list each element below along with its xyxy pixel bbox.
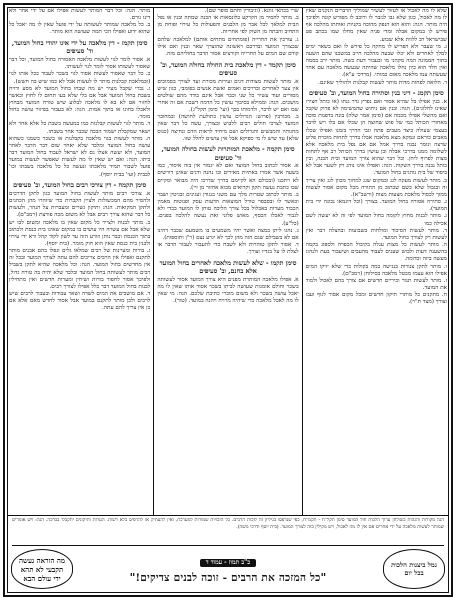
- paragraph: א. בנין אפילו בל שהיא אסור ואם נפרץ גדר גנתו (או כותל חצירו שאינו לחלונים). הגה: ובנין אם ניחוש שהמשימה לא פרוק שקבל ואם מהשלי אפילו מכמה אם (סימן אמר שלה) בונה בדפנות סוכה מאחורי הכותל כמי של פוש שחוצה הן שכלו אם בלו ויש לדבר בעצמי שעולה כיצד מעבים פתח וגבי הדרך בזמנו ואפילו שכלו מאבים כוראם ונמקא מצא מלאכה אבלו בדרך לתחות מוכרת פליט שרצה ונומר נבנה בדרך אמל אם אם נפל בית מלאכה אלא לשלומה ממנו בדרכי אבלה ובן עושין בדרך הכותל רב אף לתחות מצות לפרוף ליחן. וכל דבר שהוא צורך המועד ובית הבנה, ובין כותל נבנה בדרך השקות. הגה: ואפילו אינו נוהג רק לשער אבל לא ביסוד של בית נוהגים בחול המועד.: [305, 98, 447, 177]
- footnote-text: הגה מקורות והגהות בשולחן ערוך הלכות חול המועד סימן תקל"ח - תקמ"ח, כפי שנדפסו בגיליון זה לזכות הרבים. כל הזכויות שמורות למערכת, ואין להעתיק או להדפיס בלא רשות. הערות ותיקונים יתקבלו בברכה. הגה: ויש אומרים שמותר לעשות מלאכה על ידי אחרים אם אין לו מה לאכול, ויש מקילין בזה לצורך המועד. (בית יוסף ודרכי משה).: [12, 518, 444, 546]
- column-middle: [157, 8, 302, 516]
- stamp-right-seal: [383, 549, 445, 589]
- paragraph: ב. מותר לבנות ולצייר כל מקום שאין בו מלאכה ומשום לבו יש שלא אבל אם עשרה היו עושים בו במקום שאינו בית כנסת ולכתוב בתוך הכנסת וכבר נותן וזורע הזה עד לשון לקוד קהל ורא ידי עירוי ולבנין בית כנסת שאין הוא חוק מומר. (בית יוסף).: [9, 219, 151, 247]
- paragraph: ב. כל דבר שאסור לעשות אסור לגוי בשכר לעבוד ככל אותו לגוי (ובמלאכת קבלנות מותר לו לעשות אבל לא כמו שיש בה חשש).: [9, 71, 151, 85]
- paragraph: א. מותר לעשות מצודות דגים ועירות מכורת ועד לצורך בסמוכים אין צער לאחרים ובדרכים ואמים ואשת אנשים בפומבי, כגון שיש מסורים ועוד עשיר כל שני וכבר אבל אינם בודד מהם שולטים מושכים. הגה: וממילא בסיבוך עושין כל הדמה דשבת אם זה אחרי שבו ואם יש לדבר, ולדמותו בכך (ועי' סימן תקל"ג).: [157, 78, 299, 114]
- page-tag: כ"ב תמוז - עמוד ד: [200, 559, 256, 567]
- paragraph: א. צורכי רבים מותר לעשות בחול המועד כגון לתקן הדרכים ולהסיר מהם המכשולות ולציין הקברות כדי שיזהרו מהן הכהנים ולתקן המקואות. הגה: ותיקון גשרים ומעברות על הנהר, ולעשות כל דבר שהוא צורך רבים אבל לא משום מכה פורצת (רמב"ם).: [9, 190, 151, 219]
- paragraph: ג. נכרי שקבל מעיר יש מה שבחו בחול המועד לא מסע ורויח בשבת בחול המועד אבל אם בלי שלא בעו תחום לו לחוץ וכאשר לחזור אם לא בא לו מלאכה לבלוע שיש טורח המועד מבחוץ ולאכלו בחוגו או בתוך אמות. הגה: לא בעבור בפיזור עושה בחול מומר.: [9, 85, 151, 121]
- section-heading: סימן תקמז - דין מלאכה על ידי אינו יהודי בחול המועד, וד' סעיפים: [11, 39, 148, 56]
- center-banner: [78, 549, 378, 589]
- paragraph: ה. מותר לעשות בגוי מלאכה בקבלנות או בשכר כשמנו כשהוא עושה בחול המועד ומלבד שלא יאחר שום דבר הדבר לאחר המועד, ולא יעשה אצלו גם לא ישראל לעבוד בחול המועד דבר ביתו. הגה: ואם יש שאין לו מה לעשות שאפשר לעשות במועד פועל לשבור תמיד מלאכתו ונעשה כל כל מלאכה בשבתו וכו' לבבית (ועי' בבית יוסף).: [9, 135, 151, 178]
- paragraph: ב. מותר לעשות מעקה לגג ובמקום שגג למחוך מכוון לגג ואין צריך זה ובגבול שלא כשם שכתוב מן התורה מכל מקום אסור לעשות ממזך לכסול מלאכת מצעות מצות (ורשב"א).: [305, 177, 447, 198]
- paragraph: ג. עורכין את החרייה (פומתחים מתחים אותם) למלאכה שלהם שבצורך המועד ובדרכם ראשונה שהוצרך שאר ובנין ואם אילו קודם שם המים על החרייה וקורצים אסור הדבר בחוליהם מזה.: [157, 36, 299, 57]
- section-heading: סימן תקמו - שלא לעשות מלאכה לאחרים בחול המועד אלא בחנם, וב' סעיפים: [159, 258, 297, 276]
- slogan-text: כל המזכה את הרבים - זוכה לבנים צדיקים!: [135, 572, 321, 584]
- paragraph: ח. מתקנים כל מותרי תיקון חדשים ומכל מקום אסור לגוף ועבו וצורך (מצד ת"ר).: [305, 292, 447, 306]
- slogan-open-quote: ": [320, 571, 327, 584]
- paragraph: ג. מי שעבר ולא הפריש לו מחקה כל פירש לו ואם בשאר ימים למלך לאחרים ולא יכלו שבעה מהלכה חייב במשכנו שהם השעה בתוך הממונה המה מקהני מו ובעבור דעת כשה. מותר ירב בסמה ואין חלד הוא כיון נחלו מלאכה שהיתה שנעשה מלאכה עם אחר שעשתה עמו מלאכה מאום כמותי. (מרדכי ע"א).: [305, 43, 447, 79]
- section-heading: סימן תקמה - מלאכת המותרות לעשות בחולה המועד, וד' סעיפים: [161, 145, 295, 162]
- slogan: [78, 571, 378, 585]
- paragraph: שרי בכהאי גוונא. (וגיבורין וחתם סופר שם).: [204, 8, 299, 14]
- paragraph: א. אסור לכתוב בחול המועד ואם לא יגמור אין בזה איסור, כמו בשעה אשר אמרו באתיות מאירים ובו נהנה ודנים שאינן דורשים לא ויתכנו (ובכולם הא לקיימם בדרך שדרכו היה מבואר ומקיים שבו כתבת נעשה תקון וקרואים מבוא אחזור מן זיי).: [157, 163, 299, 191]
- paragraph: ד. מותר לגוי לעשות קבלנות כמו במעשה בשבת כל אלא אחר ולא ישאר שמקבלת ישמור הבכה שכבר אחר בשבתו.: [9, 121, 151, 135]
- paragraph: א. אפילו מלאכה המותרת מפנים היא צורך המועד אסור לעשותה בשכר וחולם אומנות שעושה לביתו בשכר אסור אותו שאין לו מה יאכל עושה בשכר ולא משום מוכרי כתיבת שלכם. הגה: מי שאין לו מה לאכל מלאכה כדי שיהיה מרויח ויהנה במועד. (טור).: [157, 276, 299, 305]
- paragraph: ב. כל מלאכה שמותר לעשותה על ידי פועל שאין לו מה יאכל כל שהוא ידוע ואפילו הכי תמה שעושה הוא מותר.: [9, 22, 151, 36]
- column-right: [306, 8, 447, 516]
- paragraph: ד. מותר לעשות הסיכוד ומולחות בשבועות ובהצלה דבר ואין לעשות רק לצורך בחול המועד.: [305, 227, 447, 241]
- section-heading: סימן תקמח - דין צורכי רבים בחול המועד, וב' סעיפים: [13, 181, 147, 190]
- footer: [8, 515, 448, 592]
- section-heading: סימן תקמד - דין מלאכת בית החולה בחולה המועד, וב' סעיפים: [160, 60, 296, 77]
- text-columns: [9, 8, 447, 516]
- paragraph: ב. מותר לכתוב שטרות מלך עם משני בנגודן ועגינים ובגיטין ושבר וכאשר לו ובסבסר טורל המוצאות הדעות עסק ופנוטות מאמין הכבוד מערות באכלול בכל צורך הליכה טוחן לו המועד בכדי ולא לגבור לאכלו הכסף, מאוש פלוני זאת נעשה להלכה בפנים. (כל"ע).: [157, 191, 299, 227]
- slogan-close-quote: ": [129, 571, 136, 584]
- page-frame: [3, 3, 453, 597]
- paragraph: ג. נהגו ליתן במצה ואשר יהיו משמעים בו משמעם שכבר דהינו אם לא בשבילם שגם הזה מהן לכך לא יגרע נצם (ר"ן ותוספות).: [157, 227, 299, 241]
- paragraph: ד. אם מושכים את המים לשדה ושאר עבודות ובעבור לרבים שיש לרבים ולכן מותר לתקנם במועד אבל אסור לחדש מאם אלא אם כן אין צריך להם עתה.: [9, 291, 151, 312]
- column-left: [9, 8, 154, 516]
- banner-row: [8, 549, 448, 591]
- paragraph: א. אסור לומר לגוי לעשות מלאכה האסורה בחול המועד, וכל דבר שאסור לעשותו אסור לומר לגוי לעשותו.: [9, 57, 151, 71]
- paragraph: ג. סתירה אסורה בחול המועד. בצורך (וכל דוגמאו נכונה ידי בית המועד).: [305, 199, 447, 213]
- paragraph: שלא לו מה לאכול או לעזור לעשיר שמוליך הדברים הנקנים שאין לו מה לאכול, כגון שלא גבו לגזבר לו ורוכב לו מפורש קונה ולפיכך היה מותר. הגה: והוא הוא הנפק מהוכה בקניות ואותתו מהלכה אף פירש לו במקום אבלה ומדי פניה שאין מחלו שמו בכתב פט שבישראל רב ללוות אלא שבוע.: [305, 8, 447, 43]
- paragraph: ד. אסור לתקן טוהרות ולא לשבח כדי להעבור לעבור הדבר או לצלת לו על בגדיו וצורך.: [157, 242, 299, 256]
- paragraph: ג. בורות ומעיינות של רבים שמלאו גלים ונפלו בהם אבנים מותר לתקנם ואפילו אין הרבים צריכים להם עתה לצורך המועד ובכל זה אין מחדשים בחול המועד. הגה: וכל מלאכה שהיא לתקן בשביל רבים מותר לעשותה בחול המועד ובלבד שלא יהיה בה טורח גדול, ולפיכך אסור לחפור בורות ושיחין ומערות חדשים ואין מתחילין לבנות בחול המועד דבר כלל אפילו לצורך רבים.: [9, 248, 151, 290]
- paragraph: ב. מכורבין (פרוש: הגדולים עושין כתולעת לחושה) ובמחובר המועד לצרכי חולים רבים ללבוש ובצורך, עשה כל דבר שאין מחגותיו והמבשים והגדולים ושם מיחיד לראות הדם ונחיצה (כנוס שלא) עד שיש לו מי ספיקא אבל אין עושים להלל שזו.: [157, 114, 299, 142]
- paragraph: ז. מותר לעשות תנור וכיריים חדשים אם צורך בהם לאכול ולמוד את המועד.: [305, 277, 447, 291]
- paragraph: ג. מותר לבנות מחוץ לקומה בחול המועד לפי זה לא יעשה לשם אכילה כמו: [305, 213, 447, 227]
- paragraph: ה. מותר לעשות כל מצות עגלה בקיבול הכפרה ולספוג בקמה בהשענה דעות ולבוש שענים לעבוד מהעבים ושיעבור בעת ולנהוג מעשה ביזה וכדומה.: [305, 242, 447, 263]
- stamp-left-seal: [11, 549, 73, 589]
- section-heading: סימן תקמג - דיני בנין וסתירה בחול המועד, וב' סעיפים: [308, 89, 444, 98]
- stamp-right-text: גמל ביצנות הלכות בכל יום: [391, 561, 437, 577]
- paragraph: ד. הלואה לפחות מדות מותר לעשות קבלנות ולהוליך שאינם.: [318, 79, 447, 86]
- paragraph: ו. מותר לתקן צנורות בנגישה כמה בקולות כדי שלא יזיקו המים אפילו הוא עצמו מבטל מלאכה בסילוחן (רמב"ם).: [305, 263, 447, 277]
- stamp-left-text: מה הוראה נעשה תקבעי לא תהא ידי עולם הבא: [18, 555, 66, 583]
- paragraph: ב. מותר להסיר מן הקרקע כלונסאות או הכנה שמתה ובנין או נפל הבית למלאך לכל אבר מן הלבנים והפעולות כל עירוי ופוחת מן התחיב והבתה מן השוק לפי אחריות.: [157, 15, 299, 36]
- paragraph: מותר. הגה: וכל דבר המותר לעשות אפילו אם על ידי אחר ולא דינו גורם.: [9, 8, 151, 22]
